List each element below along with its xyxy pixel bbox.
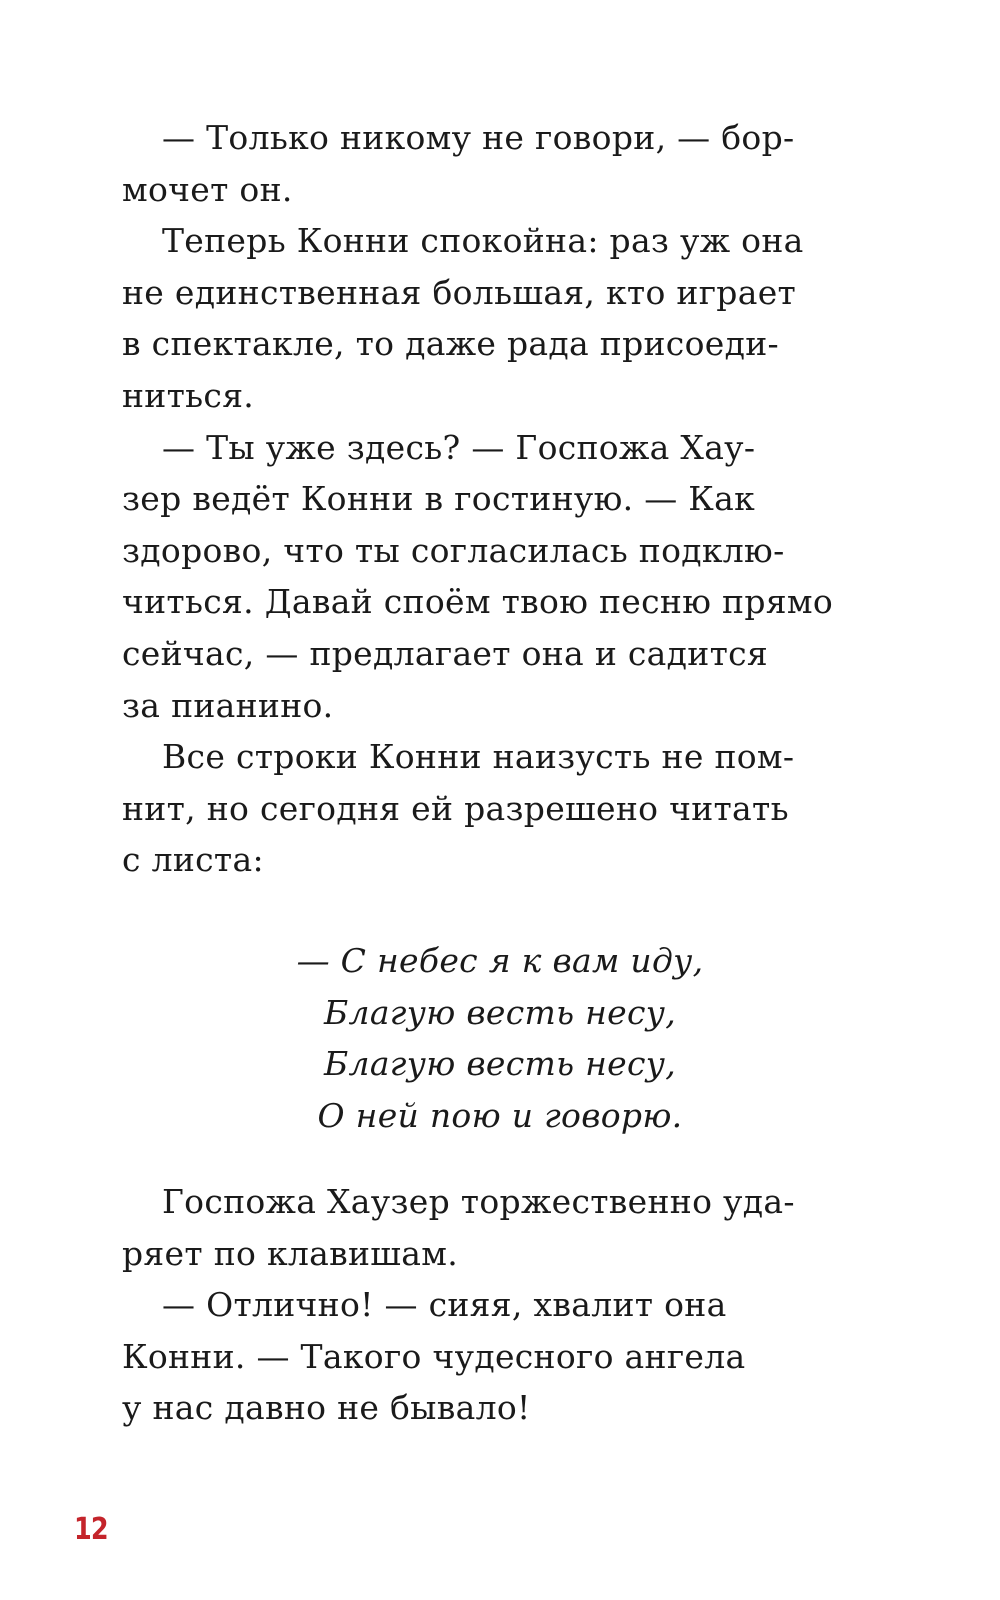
poem-line: О ней пою и говорю. [317,1095,683,1135]
text-line: за пианино. [122,685,334,725]
poem-line: Благую весть несу, [323,1044,677,1084]
text-line: читься. Давай споём твою песню прямо [122,582,834,622]
poem-line: — С небес я к вам иду, [296,941,704,980]
text-line: нит, но сегодня ей разрешено читать [122,788,789,828]
text-line: сейчас, — предлагает она и садится [122,633,769,673]
text-line: здорово, что ты согласилась подклю- [122,530,785,570]
text-line: в спектакле, то даже рада присоеди- [122,324,779,364]
page-number: 12 [74,1512,108,1547]
text-line: — Отлично! — сияя, хвалит она [162,1285,727,1325]
poem-line: Благую весть несу, [323,992,677,1032]
prose-block-top [122,112,862,886]
text-line: у нас давно не бывало! [122,1388,531,1428]
poem-verse [0,935,1000,1141]
prose-block-bottom [122,1176,862,1434]
text-line: ниться. [122,375,255,415]
text-line: Все строки Конни наизусть не пом- [162,737,795,777]
text-line: с листа: [122,840,264,880]
text-line: мочет он. [122,169,293,209]
text-line: зер ведёт Конни в гостиную. — Как [122,479,756,519]
text-line: — Только никому не говори, — бор- [162,118,795,157]
text-line: Госпожа Хаузер торжественно уда- [162,1182,795,1221]
text-line: ряет по клавишам. [122,1233,459,1273]
text-line: Теперь Конни спокойна: раз уж она [162,221,804,261]
text-line: не единственная большая, кто играет [122,272,797,312]
text-line: — Ты уже здесь? — Госпожа Хау- [162,427,756,467]
text-line: Конни. — Такого чудесного ангела [122,1336,746,1376]
